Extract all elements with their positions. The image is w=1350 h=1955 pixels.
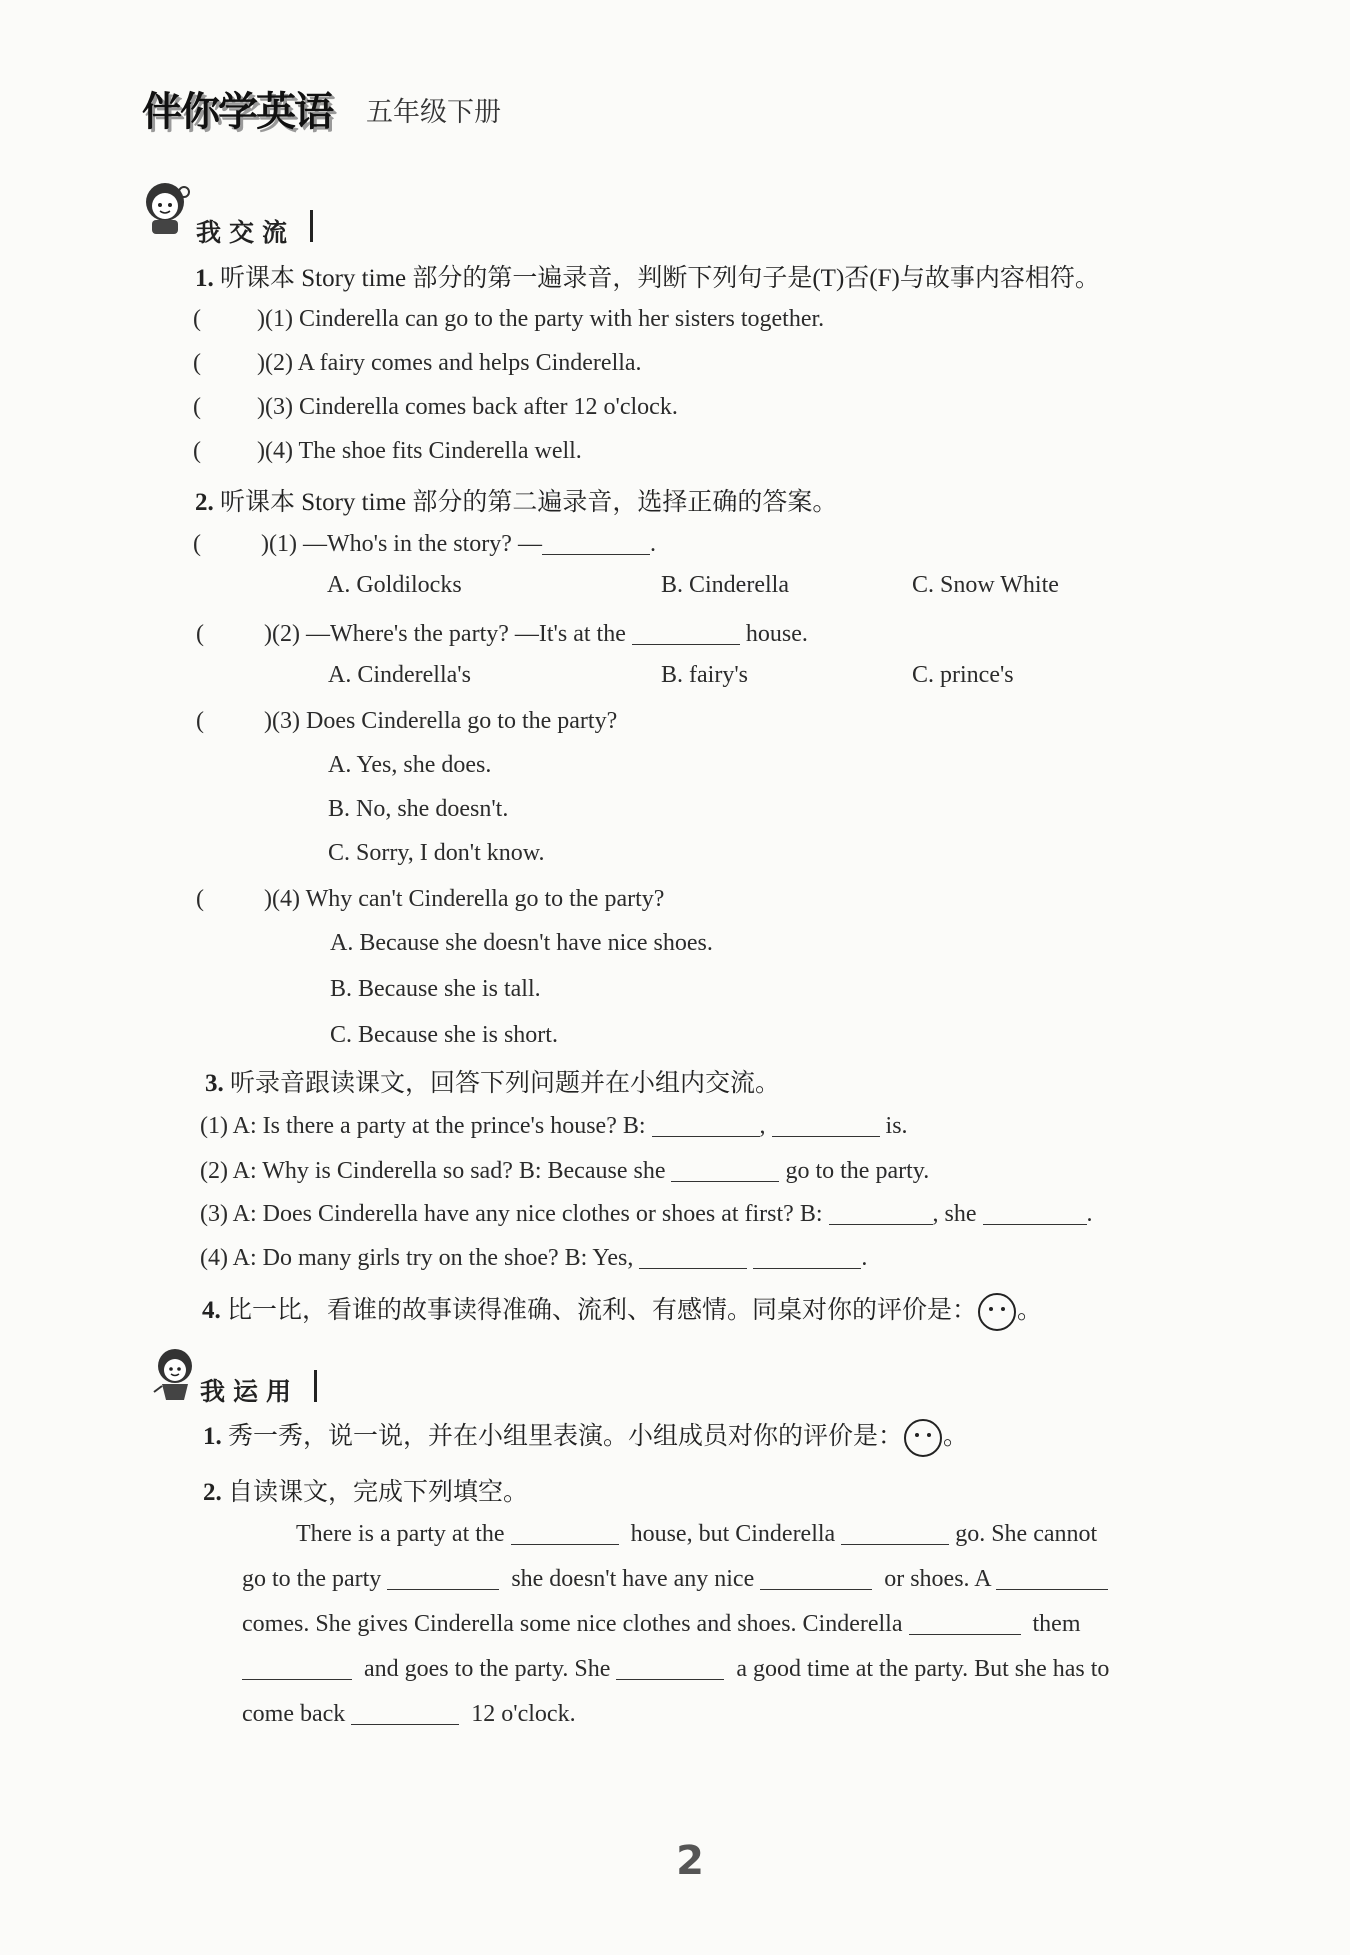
option-b: B. Because she is tall. bbox=[330, 976, 541, 1002]
answer-blank[interactable] bbox=[511, 1518, 619, 1545]
book-title: 伴你学英语 bbox=[142, 89, 332, 135]
exchange-q1-item-3: ( )(3) Cinderella comes back after 12 o'clock. bbox=[193, 394, 678, 420]
girl-icon bbox=[148, 1346, 206, 1402]
exchange-q1-item-4: ( )(4) The shoe fits Cinderella well. bbox=[193, 438, 582, 464]
exchange-q2-item-3: ( )(3) Does Cinderella go to the party? bbox=[196, 708, 618, 734]
answer-blank[interactable] bbox=[760, 1563, 872, 1590]
answer-blank[interactable] bbox=[242, 1653, 352, 1680]
apply-para-line-2: go to the party she doesn't have any nice or shoes. A bbox=[242, 1563, 1108, 1593]
exchange-q3-line-2: (2) A: Why is Cinderella so sad? B: Because she go to the party. bbox=[200, 1155, 929, 1185]
apply-para-line-3: comes. She gives Cinderella some nice clothes and shoes. Cinderella them bbox=[242, 1608, 1081, 1638]
answer-blank[interactable] bbox=[387, 1563, 499, 1590]
section-divider bbox=[310, 210, 313, 242]
option-a: A. Cinderella's bbox=[328, 662, 471, 688]
exchange-q1-item-2: ( )(2) A fairy comes and helps Cinderella. bbox=[193, 350, 642, 376]
answer-blank[interactable] bbox=[652, 1110, 760, 1137]
smiley-icon[interactable] bbox=[977, 1292, 1017, 1332]
apply-q2-header: 2. 自读课文，完成下列填空。 bbox=[203, 1479, 529, 1506]
section-title-apply: 我运用 bbox=[200, 1377, 300, 1406]
apply-para-line-5: come back 12 o'clock. bbox=[242, 1698, 576, 1728]
answer-blank[interactable] bbox=[909, 1608, 1021, 1635]
answer-blank[interactable] bbox=[983, 1198, 1087, 1225]
student-icon bbox=[136, 180, 194, 236]
answer-blank[interactable] bbox=[996, 1563, 1108, 1590]
option-a: A. Goldilocks bbox=[327, 572, 462, 598]
option-c: C. Because she is short. bbox=[330, 1022, 558, 1048]
answer-blank[interactable] bbox=[772, 1110, 880, 1137]
option-c: C. Sorry, I don't know. bbox=[328, 840, 545, 866]
page-number: 2 bbox=[676, 1838, 704, 1884]
answer-blank[interactable] bbox=[542, 528, 650, 555]
section-title-exchange: 我交流 bbox=[196, 218, 296, 247]
smiley-icon[interactable] bbox=[903, 1418, 943, 1458]
apply-q1-header: 1. 秀一秀，说一说，并在小组里表演。小组成员对你的评价是： 。 bbox=[203, 1416, 968, 1458]
exchange-q3-line-1: (1) A: Is there a party at the prince's house? B: , is. bbox=[200, 1110, 908, 1140]
answer-blank[interactable] bbox=[753, 1242, 861, 1269]
exchange-q1-item-1: ( )(1) Cinderella can go to the party with her sisters together. bbox=[193, 306, 825, 332]
section-divider bbox=[314, 1370, 317, 1402]
option-a: A. Yes, she does. bbox=[328, 752, 492, 778]
exchange-q3-line-4: (4) A: Do many girls try on the shoe? B: Yes, . bbox=[200, 1242, 867, 1272]
answer-blank[interactable] bbox=[351, 1698, 459, 1725]
option-b: B. fairy's bbox=[661, 662, 748, 688]
option-b: B. No, she doesn't. bbox=[328, 796, 509, 822]
answer-blank[interactable] bbox=[632, 618, 740, 645]
answer-blank[interactable] bbox=[841, 1518, 949, 1545]
exchange-q3-line-3: (3) A: Does Cinderella have any nice clothes or shoes at first? B: , she . bbox=[200, 1198, 1093, 1228]
exchange-q2-item-4: ( )(4) Why can't Cinderella go to the party? bbox=[196, 886, 665, 912]
option-b: B. Cinderella bbox=[661, 572, 789, 598]
exchange-q4-header: 4. 比一比，看谁的故事读得准确、流利、有感情。同桌对你的评价是： 。 bbox=[202, 1290, 1042, 1332]
exchange-q1-header: 1. 听课本 Story time 部分的第一遍录音，判断下列句子是(T)否(F)与故事内容相符。 bbox=[195, 265, 1100, 292]
answer-blank[interactable] bbox=[616, 1653, 724, 1680]
exchange-q2-header: 2. 听课本 Story time 部分的第二遍录音，选择正确的答案。 bbox=[195, 489, 838, 516]
exchange-q2-item-2: ( )(2) —Where's the party? —It's at the house. bbox=[196, 618, 808, 648]
exchange-q2-item-1: ( )(1) —Who's in the story? — . bbox=[193, 528, 656, 558]
answer-blank[interactable] bbox=[639, 1242, 747, 1269]
apply-para-line-1: There is a party at the house, but Cinderella go. She cannot bbox=[296, 1518, 1097, 1548]
exchange-q3-header: 3. 听录音跟读课文，回答下列问题并在小组内交流。 bbox=[205, 1070, 781, 1097]
option-c: C. prince's bbox=[912, 662, 1014, 688]
book-grade: 五年级下册 bbox=[366, 97, 501, 128]
answer-blank[interactable] bbox=[671, 1155, 779, 1182]
apply-para-line-4: and goes to the party. She a good time at the party. But she has to bbox=[242, 1653, 1109, 1683]
option-a: A. Because she doesn't have nice shoes. bbox=[330, 930, 713, 956]
answer-blank[interactable] bbox=[829, 1198, 933, 1225]
option-c: C. Snow White bbox=[912, 572, 1059, 598]
